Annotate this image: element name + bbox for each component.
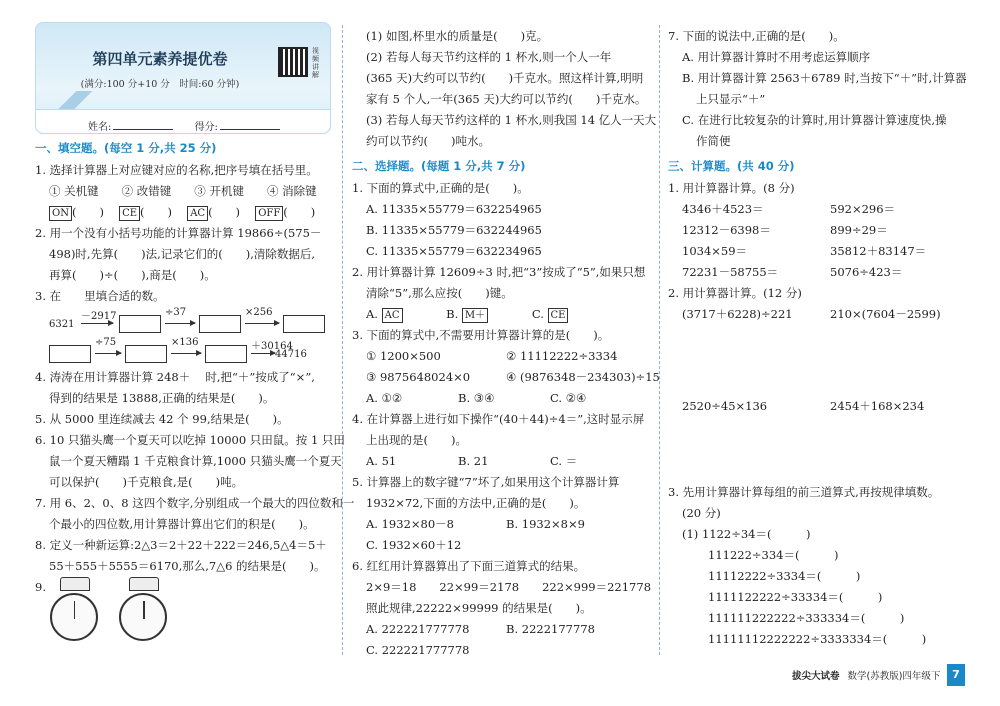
calc-key: OFF: [255, 206, 283, 221]
option: B. ③④: [458, 391, 495, 405]
option: C. ＝: [550, 454, 578, 468]
question-text: ① 关机键 ② 改错键 ③ 开机键 ④ 消除键: [49, 184, 317, 198]
calc-item: (3717＋6228)÷221: [682, 307, 793, 321]
option: A. 51: [366, 454, 397, 468]
answer-box[interactable]: [283, 315, 325, 333]
calc-item: 210×(7604－2599): [830, 307, 941, 321]
question-text: (3) 若每人每天节约这样的 1 杯水,则我国 14 亿人一天大: [366, 113, 657, 127]
column-divider: [342, 25, 343, 655]
option-letter: C.: [531, 307, 544, 321]
option-row: [352, 514, 652, 535]
chain-op: －2917: [81, 311, 117, 322]
calc-item: 35812＋83147＝: [830, 244, 927, 258]
calc-row: [668, 262, 968, 283]
question-text: (365 天)大约可以节约( )千克水。照这样计算,明明: [366, 71, 644, 85]
option: ② 11112222÷3334: [506, 349, 618, 363]
chain-op: ×136: [171, 337, 199, 348]
score-label: 得分:: [194, 122, 218, 133]
option: B. 21: [458, 454, 489, 468]
calc-key: CE: [548, 308, 569, 323]
calc-key: ON: [49, 206, 72, 221]
arrow: [95, 353, 121, 354]
scale-with-cup-icon: [119, 577, 169, 639]
question-text: 7. 用 6、2、0、8 这四个数字,分别组成一个最大的四位数和一: [35, 496, 355, 510]
question-text: 上出现的是( )。: [366, 433, 467, 447]
arrow: [165, 323, 195, 324]
question-text: 6. 红红用计算器算出了下面三道算式的结果。: [352, 559, 586, 573]
question-text: 个最小的四位数,用计算器计算出它们的积是( )。: [49, 517, 315, 531]
question-text: 2. 用计算器计算。(12 分): [668, 286, 802, 300]
section-title: 三、计算题。(共 40 分): [668, 159, 795, 173]
number-chain: [35, 307, 335, 337]
calc-key: AC: [187, 206, 208, 221]
qr-code-icon: [278, 47, 308, 77]
arrow: [171, 353, 201, 354]
answer-box[interactable]: [49, 345, 91, 363]
qr-label: 视频讲解: [312, 47, 319, 79]
question-text: 8. 定义一种新运算:2△3＝2＋22＋222＝246,5△4＝5＋: [35, 538, 327, 552]
column-divider: [659, 25, 660, 655]
question-text: 1. 选择计算器上对应键对应的名称,把序号填在括号里。: [35, 163, 318, 177]
name-label: 姓名:: [88, 122, 112, 133]
key-row: ON ( ) CE ( ) AC ( ) OFF ( ): [35, 202, 335, 223]
calc-row: [668, 396, 968, 482]
calc-item: 899÷29＝: [830, 223, 888, 237]
arrow: [81, 323, 113, 324]
section-title: 一、填空题。(每空 1 分,共 25 分): [35, 141, 217, 155]
chain-end: 44716: [275, 349, 307, 360]
question-text: (2) 若每人每天节约这样的 1 杯水,则一个人一年: [366, 50, 612, 64]
option: ③ 9875648024×0: [366, 370, 471, 384]
calc-item: 2454＋168×234: [830, 399, 925, 413]
section-title: 二、选择题。(每题 1 分,共 7 分): [352, 159, 526, 173]
question-text: (20 分): [682, 506, 721, 520]
calc-item: 111111222222÷333334＝( ): [708, 611, 905, 625]
page-number: 7: [947, 664, 965, 686]
question-text: 6. 10 只猫头鹰一个夏天可以吃掉 10000 只田鼠。按 1 只田: [35, 433, 345, 447]
question-text: 3. 先用计算器计算每组的前三道算式,再按规律填数。: [668, 485, 940, 499]
option: B. 11335×55779＝632244965: [366, 223, 542, 237]
answer-box[interactable]: [205, 345, 247, 363]
question-text: 清除“5”,那么应按( )键。: [366, 286, 513, 300]
option-letter: A.: [366, 307, 378, 321]
question-text: 5. 从 5000 里连续减去 42 个 99,结果是( )。: [35, 412, 289, 426]
option: ① 1200×500: [366, 349, 441, 363]
option: A. 11335×55779＝632254965: [366, 202, 542, 216]
option: 作简便: [696, 134, 731, 148]
calc-item: 12312－6398＝: [682, 223, 771, 237]
question-text: 鼠一个夏天糟蹋 1 千克粮食计算,1000 只猫头鹰一个夏天: [49, 454, 342, 468]
calc-item: 1111122222÷33334＝( ): [708, 590, 883, 604]
footer: [792, 668, 940, 682]
answer-box[interactable]: [199, 315, 241, 333]
option: A. 用计算器计算时不用考虑运算顺序: [682, 50, 871, 64]
calc-item: 72231－58755＝: [682, 265, 779, 279]
option: B. 2222177778: [506, 622, 595, 636]
option-row: [352, 346, 652, 367]
option: B. 1932×8×9: [506, 517, 585, 531]
option: A. 1932×80－8: [366, 517, 454, 531]
question-text: 再算( )÷( ),商是( )。: [49, 268, 216, 282]
chain-op: ÷75: [95, 337, 117, 348]
option-row: [352, 367, 660, 388]
footer-subject: 数学(苏教版)四年级下: [847, 671, 941, 682]
calc-key: M＋: [462, 308, 488, 323]
option: C. 11335×55779＝632234965: [366, 244, 542, 258]
chain-start: 6321: [49, 319, 75, 330]
question-text: 得到的结果是 13888,正确的结果是( )。: [49, 391, 275, 405]
calc-item: 5076÷423＝: [830, 265, 903, 279]
question-text: 3. 下面的算式中,不需要用计算器计算的是( )。: [352, 328, 610, 342]
calc-key: AC: [382, 308, 403, 323]
chain-op: ＋30164: [251, 341, 293, 352]
column-right: [668, 26, 968, 650]
calc-key: CE: [119, 206, 140, 221]
question-text: 2. 用计算器计算 12609÷3 时,把“3”按成了“5”,如果只想: [352, 265, 646, 279]
question-text: 可以保护( )千克粮食,是( )吨。: [49, 475, 244, 489]
question-text: 5. 计算器上的数字键“7”坏了,如果用这个计算器计算: [352, 475, 620, 489]
question-text: 4. 在计算器上进行如下操作“(40＋44)÷4＝”,这时显示屏: [352, 412, 645, 426]
chain-op: ×256: [245, 307, 273, 318]
arrow: [251, 353, 275, 354]
option: ④ (9876348－234303)÷15: [506, 370, 660, 384]
calc-item: 4346＋4523＝: [682, 202, 764, 216]
question-text: 家有 5 个人,一年(365 天)大约可以节约( )千克水。: [366, 92, 647, 106]
question-text: (1) 如图,杯里水的质量是( )克。: [366, 29, 549, 43]
option-row: [352, 304, 652, 325]
scale-icon: [50, 577, 100, 639]
chain-op: ÷37: [165, 307, 187, 318]
option-letter: B.: [446, 307, 459, 321]
answer-box[interactable]: [125, 345, 167, 363]
calc-item: 11111112222222÷3333334＝( ): [708, 632, 927, 646]
option: A. ①②: [366, 391, 403, 405]
question-number: 9.: [35, 580, 46, 594]
question-text: 2. 用一个没有小括号功能的计算器计算 19866÷(575－: [35, 226, 322, 240]
question-text: 3. 在 里填合适的数。: [35, 289, 165, 303]
calc-item: (1) 1122÷34＝( ): [682, 527, 811, 541]
option: 上只显示“＋”: [696, 92, 766, 106]
question-text: 1. 用计算器计算。(8 分): [668, 181, 795, 195]
answer-box[interactable]: [119, 315, 161, 333]
question-text: 55＋555＋5555＝6170,那么,7△6 的结果是( )。: [49, 559, 326, 573]
option: C. 1932×60＋12: [366, 538, 462, 552]
option: C. 在进行比较复杂的计算时,用计算器计算速度快,操: [682, 113, 947, 127]
column-left: [35, 22, 355, 647]
calc-item: 111222÷334＝( ): [708, 548, 839, 562]
question-text: 4. 涛涛在用计算器计算 248＋ 时,把“＋”按成了“×”,: [35, 370, 315, 384]
question-text: 1932×72,下面的方法中,正确的是( )。: [366, 496, 586, 510]
option: C. ②④: [550, 391, 587, 405]
calc-item: 2520÷45×136: [682, 399, 768, 413]
name-field[interactable]: [113, 120, 173, 130]
score-field[interactable]: [220, 120, 280, 130]
calc-row: [668, 304, 968, 396]
calc-row: [668, 241, 968, 262]
calc-item: 11112222÷3334＝( ): [708, 569, 861, 583]
page-title: 第四单元素养提优卷: [92, 50, 228, 68]
column-middle: [352, 26, 660, 661]
question-text: 2×9＝18 22×99＝2178 222×999＝221778: [366, 580, 652, 594]
question-text: 7. 下面的说法中,正确的是( )。: [668, 29, 845, 43]
option-row: [352, 619, 652, 640]
calc-row: [668, 199, 968, 220]
option-row: [352, 451, 652, 472]
option: C. 222221777778: [366, 643, 470, 657]
exam-header: [35, 22, 331, 134]
option-row: [352, 388, 652, 409]
footer-brand: 拔尖大试卷: [792, 671, 840, 682]
question-text: 1. 下面的算式中,正确的是( )。: [352, 181, 529, 195]
question-9: [35, 577, 335, 647]
exam-info: (满分:100 分+10 分 时间:60 分钟): [80, 79, 240, 90]
number-chain: [35, 337, 335, 367]
question-text: 498)时,先算( )法,记录它们的( ),清除数据后,: [49, 247, 316, 261]
question-text: 照此规律,22222×99999 的结果是( )。: [366, 601, 592, 615]
question-text: 约可以节约( )吨水。: [366, 134, 490, 148]
option: B. 用计算器计算 2563＋6789 时,当按下“＋”时,计算器: [682, 71, 967, 85]
calc-row: [668, 220, 968, 241]
calc-item: 1034×59＝: [682, 244, 748, 258]
name-score-line: [36, 109, 330, 133]
calc-item: 592×296＝: [830, 202, 896, 216]
option: A. 222221777778: [366, 622, 470, 636]
arrow: [245, 323, 279, 324]
mountain-decoration: [44, 91, 104, 111]
